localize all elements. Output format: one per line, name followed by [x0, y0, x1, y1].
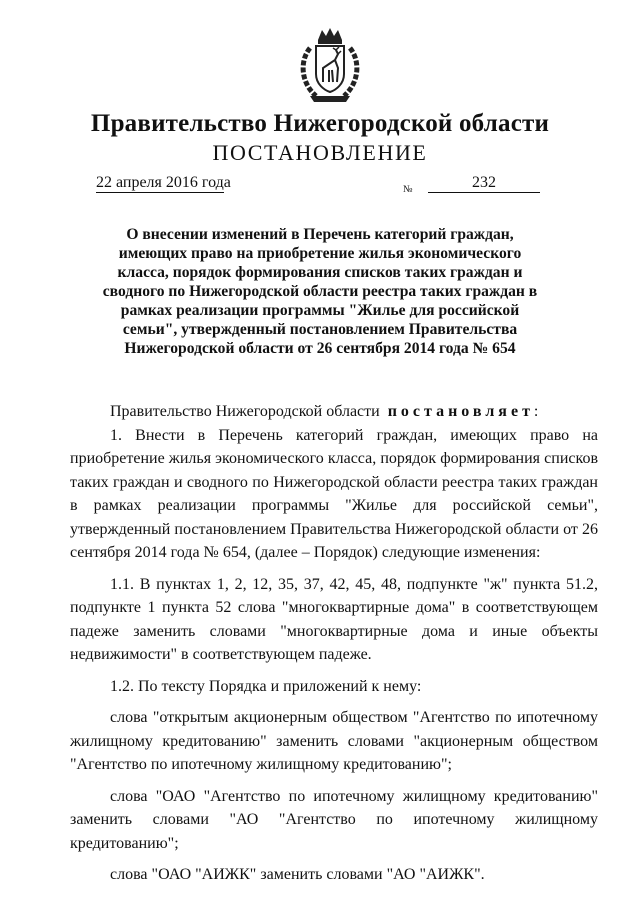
heading-line: Нижегородской области от 26 сентября 2014 года № 654 — [124, 340, 516, 357]
paragraph-item-1-2: 1.2. По тексту Порядка и приложений к нему: — [110, 677, 422, 695]
number-underline — [428, 192, 540, 193]
paragraph-sub-3: слова "ОАО "АИЖК" заменить словами "АО "АИЖК". — [110, 866, 485, 883]
government-title: Правительство Нижегородской области — [90, 110, 550, 137]
document-heading — [100, 225, 540, 358]
heading-line: О внесении изменений в Перечень категорий граждан, — [126, 226, 514, 243]
heading-line: семьи", утвержденный постановлением Правительства — [122, 321, 518, 338]
document-number: 232 — [472, 174, 496, 191]
heading-line: сводного по Нижегородской области реестра таких граждан в — [102, 283, 538, 300]
document-body — [70, 400, 598, 887]
paragraph-item-1: 1. Внести в Перечень категорий граждан, имеющих право на приобретение жилья экономического класса, порядок формирования списков таких граждан и сводного по Нижегородской области реестра таких граждан в рамках реализации программы "Жилье для российской семьи", утвержденный постановлением Правительства Нижегородской области от 26 сентября 2014 года № 654, (далее – Порядок) следующие изменения: — [70, 426, 598, 561]
decree-word: постановляет — [387, 403, 534, 420]
document-date: 22 апреля 2016 года — [96, 174, 231, 191]
paragraph-item-1-1: 1.1. В пунктах 1, 2, 12, 35, 37, 42, 45, 48, подпункте "ж" пункта 51.2, подпункте 1 пункта 52 слова "многоквартирные дома" в соответствующем падеже заменить словами "многоквартирные дома и иные объекты недвижимости" в соответствующем падеже. — [70, 575, 598, 663]
intro-colon: : — [533, 403, 539, 420]
number-label: № — [403, 184, 413, 195]
date-underline — [96, 192, 224, 193]
coat-of-arms-emblem — [296, 26, 364, 106]
paragraph-sub-1: слова "открытым акционерным обществом "Агентство по ипотечному жилищному кредитованию" заменить словами "акционерным обществом "Агентство по ипотечному жилищному кредитованию"; — [70, 709, 598, 773]
decree-intro — [70, 400, 598, 424]
heading-line: имеющих право на приобретение жилья экономического — [118, 245, 522, 262]
document-type: ПОСТАНОВЛЕНИЕ — [212, 140, 428, 165]
heading-line: класса, порядок формирования списков таких граждан и — [117, 264, 523, 281]
intro-text: Правительство Нижегородской области — [110, 403, 380, 420]
heading-line: рамках реализации программы "Жилье для российской — [120, 302, 520, 319]
paragraph-sub-2: слова "ОАО "Агентство по ипотечному жилищному кредитованию" заменить словами "АО "Агентство по ипотечному жилищному кредитованию"; — [70, 787, 598, 852]
